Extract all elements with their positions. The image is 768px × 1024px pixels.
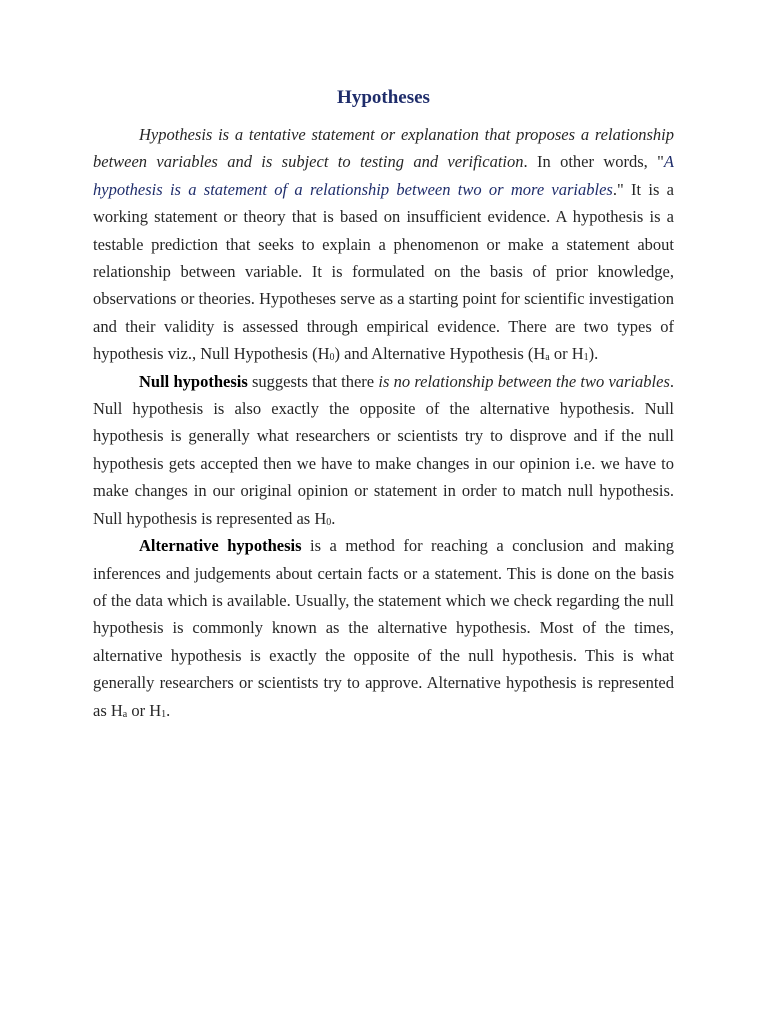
document-page — [93, 84, 674, 724]
text-span: is a method for reaching a conclusion and making inferences and judgements about certain facts or a statement. This is done on the basis of the data which is available. Usually, the statement which we check regarding the null hypothesis is commonly known as the alternative hypothesis. Most of the times, alternative hypothesis is exactly the opposite of the null hypothesis. This is what generally researchers or scientists try to approve. Alternative hypothesis is represented as H — [93, 536, 674, 720]
subscript: 1 — [583, 352, 589, 364]
text-span: . In other words, " — [523, 152, 664, 172]
subscript: a — [545, 352, 550, 364]
document-title: Hypotheses — [337, 87, 430, 108]
text-span: . — [166, 700, 171, 720]
text-span: ) and Alternative Hypothesis (H — [334, 344, 546, 364]
hypothesis-quote: A hypothesis is a statement of a relationship between two or more variables — [93, 152, 675, 199]
subscript: 0 — [326, 516, 332, 528]
null-hypothesis-emphasis: is no relationship between the two variables — [378, 371, 670, 391]
subscript: a — [122, 708, 128, 720]
text-span: ." It is a working statement or theory that is based on insufficient evidence. A hypothesis is a testable prediction that seeks to explain a phenomenon or make a statement about relationship between variable. It is formulated on the basis of prior knowledge, observations or theories. Hypotheses serve as a starting point for scientific investigation and their validity is assessed through empirical evidence. There are two types of hypothesis viz., Null Hypothesis (H — [93, 179, 674, 364]
text-span: or H — [549, 344, 584, 364]
term-null-hypothesis: Null hypothesis — [139, 371, 248, 391]
paragraph-alternative-hypothesis — [93, 532, 674, 724]
text-span: . Null hypothesis is also exactly the opposite of the alternative hypothesis. Null hypothesis is generally what researchers or scientists try to disprove and if the null hypothesis gets accepted then we have to make changes in our opinion i.e. we have to make changes in our original opinion or statement in order to match null hypothesis. Null hypothesis is represented as H — [93, 371, 674, 528]
subscript: 1 — [161, 708, 167, 720]
paragraph-hypothesis-intro — [93, 121, 674, 368]
paragraph-null-hypothesis — [93, 368, 674, 532]
term-alternative-hypothesis: Alternative hypothesis — [139, 536, 302, 556]
text-span: ). — [588, 344, 599, 364]
text-span: or H — [127, 700, 162, 720]
hypothesis-definition: Hypothesis is a tentative statement or explanation that proposes a relationship between variables and is subject to testing and verification — [93, 125, 674, 172]
text-span: suggests that there — [247, 371, 379, 391]
subscript: 0 — [329, 352, 335, 364]
text-span: . — [331, 508, 336, 528]
